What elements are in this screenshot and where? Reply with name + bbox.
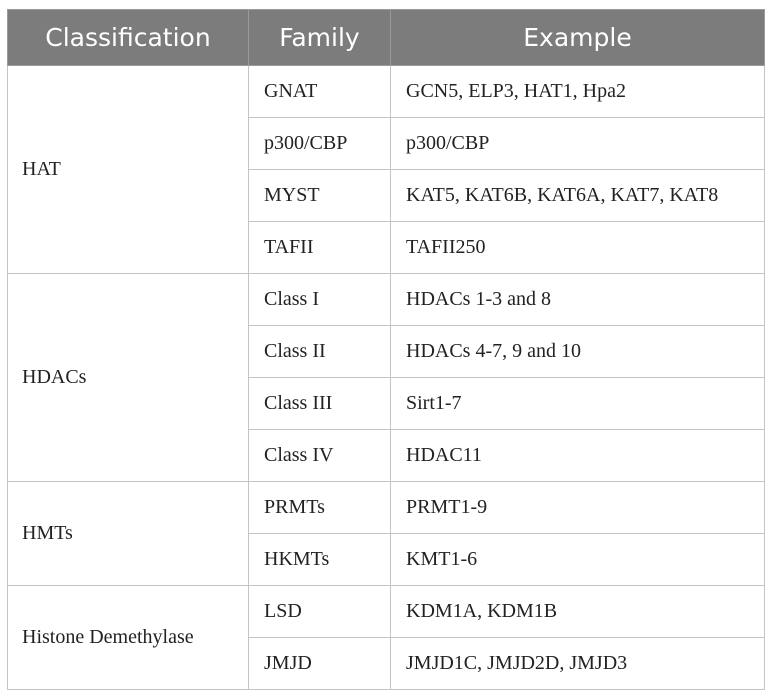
table-body bbox=[8, 66, 765, 690]
table-row bbox=[8, 66, 765, 118]
example-cell: KMT1-6 bbox=[391, 534, 765, 586]
family-cell: TAFII bbox=[249, 222, 391, 274]
family-cell: HKMTs bbox=[249, 534, 391, 586]
header-family: Family bbox=[249, 10, 391, 66]
classification-cell: HMTs bbox=[8, 482, 249, 586]
table-row bbox=[8, 586, 765, 638]
example-cell: Sirt1-7 bbox=[391, 378, 765, 430]
family-cell: p300/CBP bbox=[249, 118, 391, 170]
example-cell: PRMT1-9 bbox=[391, 482, 765, 534]
example-cell: JMJD1C, JMJD2D, JMJD3 bbox=[391, 638, 765, 690]
example-cell: GCN5, ELP3, HAT1, Hpa2 bbox=[391, 66, 765, 118]
classification-cell: Histone Demethylase bbox=[8, 586, 249, 690]
family-cell: JMJD bbox=[249, 638, 391, 690]
family-cell: PRMTs bbox=[249, 482, 391, 534]
header-row bbox=[8, 10, 765, 66]
family-cell: Class III bbox=[249, 378, 391, 430]
example-cell: KDM1A, KDM1B bbox=[391, 586, 765, 638]
family-cell: Class I bbox=[249, 274, 391, 326]
example-cell: HDACs 4-7, 9 and 10 bbox=[391, 326, 765, 378]
table-row bbox=[8, 482, 765, 534]
example-cell: HDACs 1-3 and 8 bbox=[391, 274, 765, 326]
family-cell: Class IV bbox=[249, 430, 391, 482]
example-cell: TAFII250 bbox=[391, 222, 765, 274]
family-cell: Class II bbox=[249, 326, 391, 378]
example-cell: HDAC11 bbox=[391, 430, 765, 482]
example-cell: p300/CBP bbox=[391, 118, 765, 170]
family-cell: LSD bbox=[249, 586, 391, 638]
table-row bbox=[8, 274, 765, 326]
table-header bbox=[8, 10, 765, 66]
family-cell: GNAT bbox=[249, 66, 391, 118]
classification-cell: HAT bbox=[8, 66, 249, 274]
header-example: Example bbox=[391, 10, 765, 66]
header-classification: Classification bbox=[8, 10, 249, 66]
family-cell: MYST bbox=[249, 170, 391, 222]
example-cell: KAT5, KAT6B, KAT6A, KAT7, KAT8 bbox=[391, 170, 765, 222]
classification-cell: HDACs bbox=[8, 274, 249, 482]
classification-table bbox=[7, 9, 765, 690]
